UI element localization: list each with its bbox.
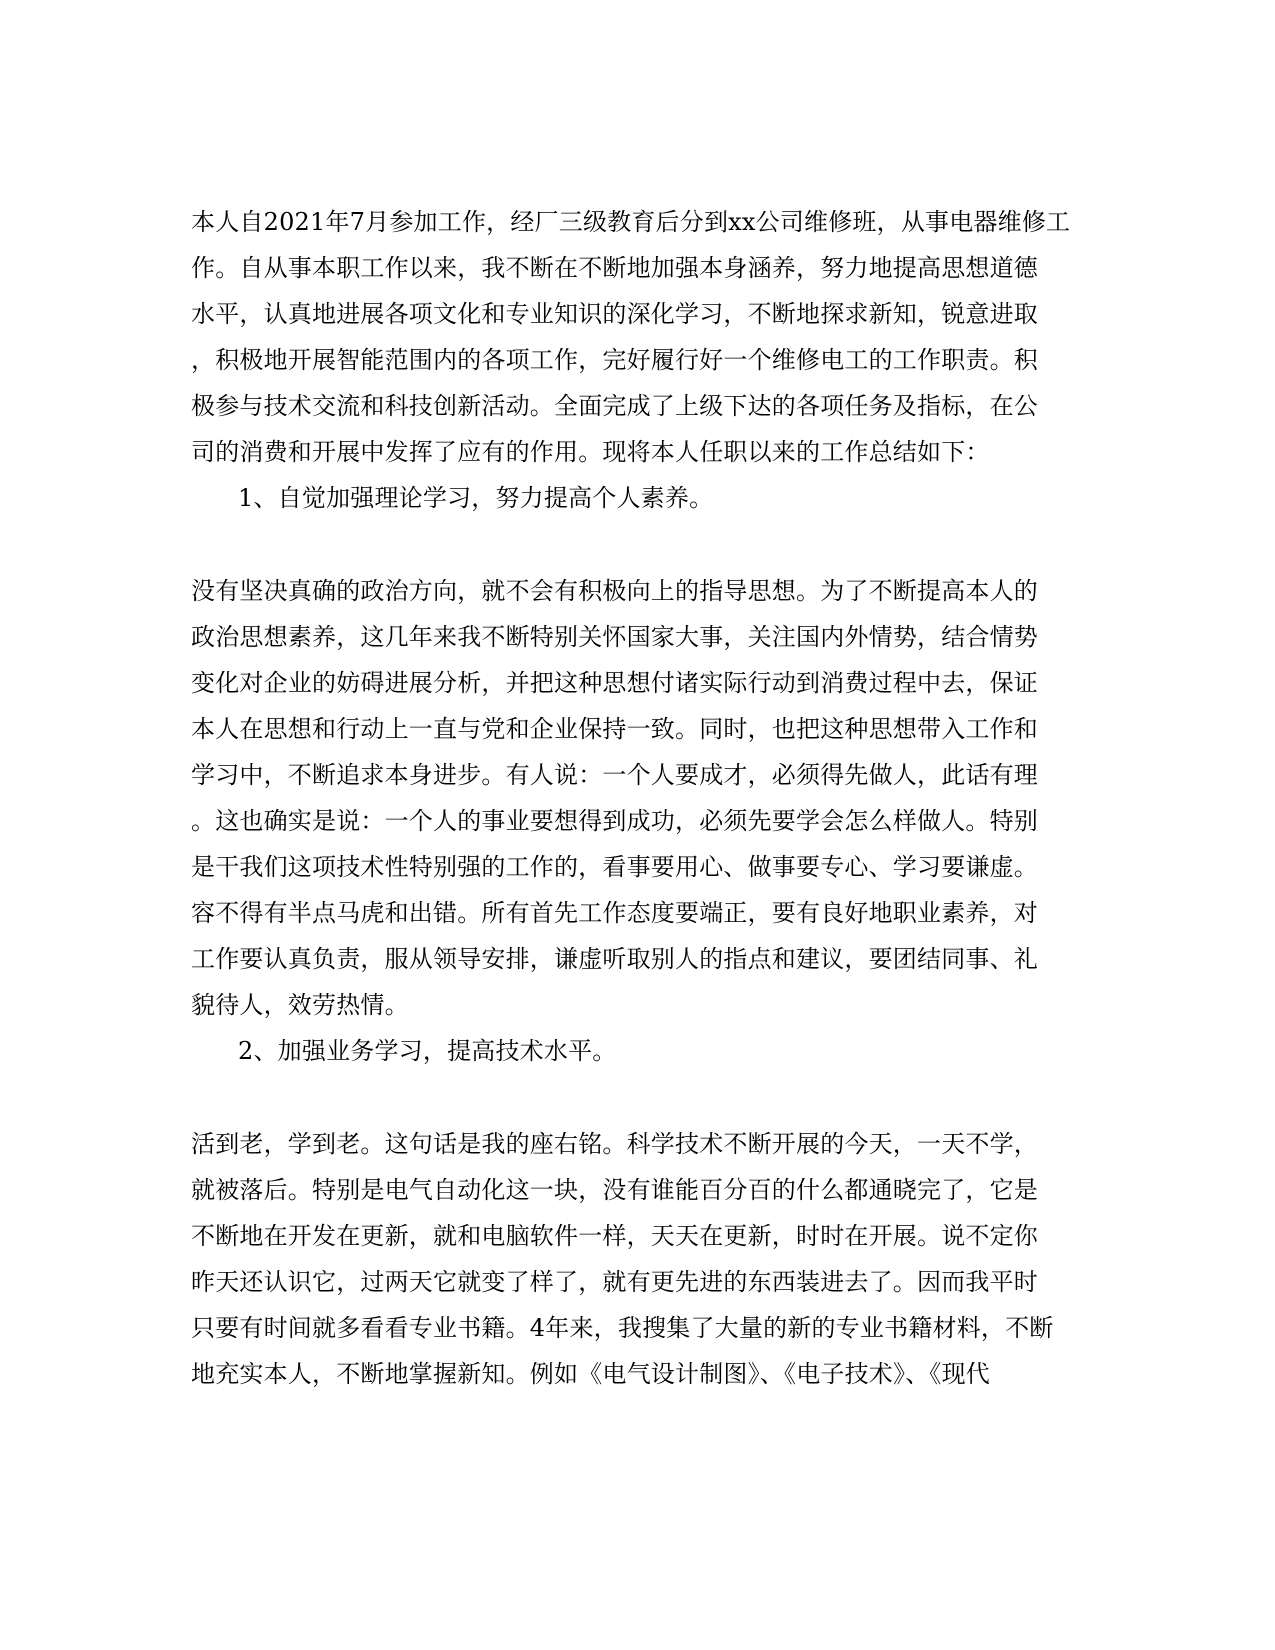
paragraph-line: 。这也确实是说：一个人的事业要想得到成功，必须先要学会怎么样做人。特别 xyxy=(191,807,1038,835)
paragraph-line: 地充实本人，不断地掌握新知。例如《电气设计制图》、《电子技术》、《现代 xyxy=(191,1360,990,1388)
paragraph-line: 昨天还认识它，过两天它就变了样了，就有更先进的东西装进去了。因而我平时 xyxy=(191,1268,1038,1296)
section-heading: 1、自觉加强理论学习，努力提高个人素养。 xyxy=(238,484,714,512)
paragraph-line: ，积极地开展智能范围内的各项工作，完好履行好一个维修电工的工作职责。积 xyxy=(191,346,1038,374)
paragraph-line: 容不得有半点马虎和出错。所有首先工作态度要端正，要有良好地职业素养，对 xyxy=(191,899,1038,927)
paragraph-line: 学习中，不断追求本身进步。有人说：一个人要成才，必须得先做人，此话有理 xyxy=(191,761,1038,789)
paragraph-line: 貌待人，效劳热情。 xyxy=(191,991,409,1019)
paragraph-line: 不断地在开发在更新，就和电脑软件一样，天天在更新，时时在开展。说不定你 xyxy=(191,1222,1038,1250)
paragraph-line: 作。自从事本职工作以来，我不断在不断地加强本身涵养，努力地提高思想道德 xyxy=(191,254,1038,282)
paragraph-line: 就被落后。特别是电气自动化这一块，没有谁能百分百的什么都通晓完了，它是 xyxy=(191,1176,1038,1204)
paragraph-line: 只要有时间就多看看专业书籍。4年来，我搜集了大量的新的专业书籍材料，不断 xyxy=(191,1314,1054,1342)
paragraph-line: 本人自2021年7月参加工作，经厂三级教育后分到xx公司维修班，从事电器维修工 xyxy=(191,208,1071,236)
paragraph-line: 活到老，学到老。这句话是我的座右铭。科学技术不断开展的今天，一天不学， xyxy=(191,1130,1038,1158)
paragraph-line: 政治思想素养，这几年来我不断特别关怀国家大事，关注国内外情势，结合情势 xyxy=(191,623,1038,651)
section-heading: 2、加强业务学习，提高技术水平。 xyxy=(238,1037,617,1065)
paragraph-line: 是干我们这项技术性特别强的工作的，看事要用心、做事要专心、学习要谦虚。 xyxy=(191,853,1038,881)
paragraph-line: 司的消费和开展中发挥了应有的作用。现将本人任职以来的工作总结如下： xyxy=(191,438,990,466)
paragraph-line: 没有坚决真确的政治方向，就不会有积极向上的指导思想。为了不断提高本人的 xyxy=(191,577,1038,605)
paragraph-line: 本人在思想和行动上一直与党和企业保持一致。同时，也把这种思想带入工作和 xyxy=(191,715,1038,743)
paragraph-line: 变化对企业的妨碍进展分析，并把这种思想付诸实际行动到消费过程中去，保证 xyxy=(191,669,1038,697)
paragraph-line: 极参与技术交流和科技创新活动。全面完成了上级下达的各项任务及指标，在公 xyxy=(191,392,1038,420)
paragraph-line: 工作要认真负责，服从领导安排，谦虚听取别人的指点和建议，要团结同事、礼 xyxy=(191,945,1038,973)
paragraph-line: 水平，认真地进展各项文化和专业知识的深化学习，不断地探求新知，锐意进取 xyxy=(191,300,1038,328)
